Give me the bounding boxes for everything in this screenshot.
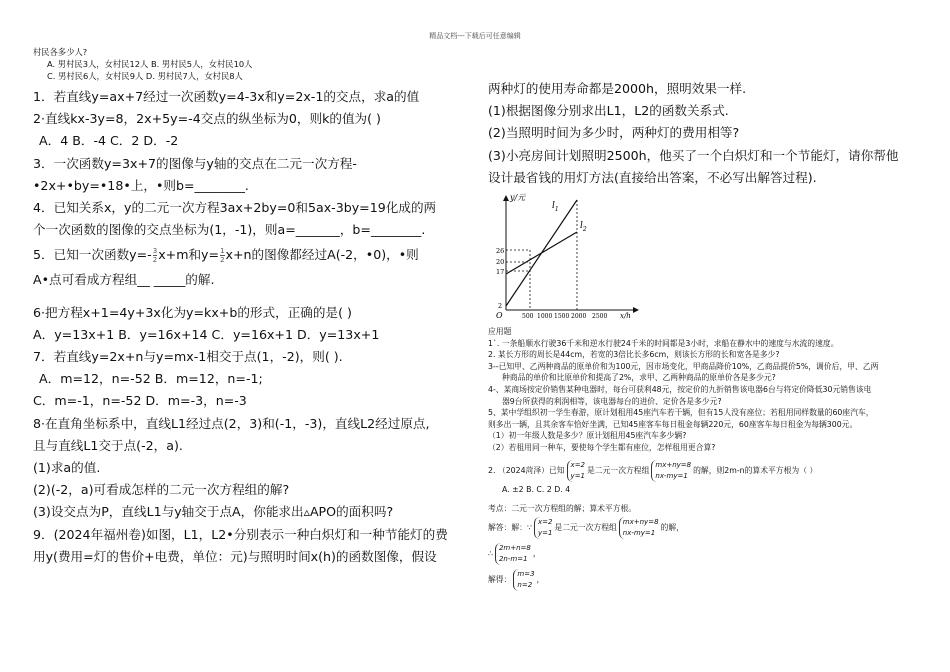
y-tick-17: 17 (496, 268, 505, 277)
applied-problem-4-line-1: 4-、某商场按定价销售某种电器时，每台可获利48元，按定价的九折销售该电器6台与将定价降低30元销售该电 (488, 384, 872, 394)
applied-problem-5-line-1: 5、某中学组织初一学生春游，原计划租用45座汽车若干辆，但有15人没有座位；若租用同样数量的60座汽车， (488, 408, 874, 418)
question-9-part-3-line-2: 设计最省钱的用灯方法(直接给出答案，不必写出解答过程). (488, 169, 817, 185)
origin-label: O (496, 311, 503, 321)
question-9-part-3-line-1: (3)小亮房间计划照明2500h，他买了一个白炽灯和一个节能灯，请你帮他 (488, 147, 899, 163)
left-column (33, 46, 473, 568)
intro-options-2: C. 男村民6人，女村民9人 D. 男村民7人，女村民8人 (47, 71, 243, 81)
question-9-part-1: (1)根据图像分别求出L1，L2的函数关系式. (488, 103, 729, 119)
system-xy: x=2 y=1 (567, 460, 585, 482)
x-tick-2000: 2000 (571, 313, 587, 321)
solution-line-2: ∴ 2m+n=8 2n-m=1 ， (488, 543, 541, 563)
solution-line-3: 解得： m=3 n=2 ， (488, 569, 545, 589)
fraction-three-halves: $\frac{3}{2}$ (152, 247, 158, 265)
question-6-options: A．y=13x+1 B．y=16x+14 C．y=16x+1 D．y=13x+1 (33, 326, 380, 342)
y-axis-label: y/元 (510, 193, 526, 203)
question-6: 6·把方程x+1=4y+3x化为y=kx+b的形式，正确的是( ) (33, 304, 352, 320)
fraction-one-half: $\frac{1}{2}$ (220, 247, 225, 265)
line-l2 (506, 232, 577, 274)
question-8-line-1: 8·在直角坐标系中，直线L1经过点(2，3)和(-1，-3)，直线L2经过原点, (33, 415, 430, 431)
question-9-line-1: 9．(2024年福州卷)如图，L1，L2•分别表示一种白炽灯和一种节能灯的费 (33, 526, 448, 542)
x-axis-label: x/h (620, 312, 631, 321)
applied-problem-3-line-2: 种商品的单价和比原单价和提高了2%，求甲、乙两种商品的原单价各是多少元? (502, 373, 776, 383)
right-column (488, 78, 928, 593)
lamp-cost-graph (492, 192, 642, 320)
question-8-part-2: (2)(-2，a)可看成怎样的二元一次方程组的解? (33, 482, 290, 498)
applied-problem-5-line-2: 则多出一辆，且其余客车恰好坐满，已知45座客车每日租金每辆220元，60座客车每日租金为每辆300元。 (488, 419, 858, 429)
kaodian: 考点：二元一次方程组的解；算术平方根。 (488, 504, 637, 514)
question-3-line-2: •2x+•by=•18•上，•则b=________. (33, 177, 249, 193)
question-4-line-2: 个一次函数的图像的交点坐标为(1，-1)，则a=_______，b=________. (33, 222, 426, 238)
applied-problem-5-part-1: （1）初一年级人数是多少？原计划租用45座汽车多少辆? (488, 431, 687, 441)
question-1: 1．若直线y=ax+7经过一次函数y=4-3x和y=2x-1的交点，求a的值 (33, 89, 420, 104)
problem-2-statement: 2. （2024菏泽）已知 x=2 y=1 是二元一次方程组 mx+ny=8 nx-my=1 的解，则2m-n的算术平方根为（ ） (488, 460, 818, 480)
l2-label: $l_2$ (580, 221, 587, 234)
applied-problem-2: 2. 某长方形的周长是44cm，若宽的3倍比长多6cm，则该长方形的长和宽各是多少? (488, 350, 780, 360)
question-9-part-2: (2)当照明时间为多少时，两种灯的费用相等? (488, 125, 740, 141)
problem-2-options: A. ±2 B. C. 2 D. 4 (502, 484, 571, 494)
spacer (33, 292, 473, 302)
question-2-options: A．4 B．-4 C．2 D．-2 (39, 133, 179, 149)
applied-problem-3-line-1: 3--已知甲、乙两种商品的原单价和为100元，因市场变化，甲商品降价10%，乙商品提价5%，调价后，甲、乙两 (488, 361, 879, 371)
x-tick-1500: 1500 (554, 313, 570, 321)
question-7: 7．若直线y=2x+n与y=mx-1相交于点(1，-2)，则( ). (33, 349, 343, 365)
page-header: 精品文档---下载后可任意编辑 (429, 32, 521, 40)
system-mn: mx+ny=8 nx-my=1 (651, 460, 691, 482)
question-7-options-2: C．m=-1，n=-52 D．m=-3，n=-3 (33, 393, 247, 409)
y-tick-20: 20 (496, 258, 505, 267)
question-9-line-3: 两种灯的使用寿命都是2000h，照明效果一样. (488, 81, 747, 96)
l1-label: $l_1$ (552, 201, 559, 214)
x-tick-2500: 2500 (592, 313, 608, 321)
question-8-part-3: (3)设交点为P，直线L1与y轴交于点A，你能求出▵APO的面积吗? (33, 504, 394, 520)
solution-system-2mn: 2m+n=8 2n-m=1 (495, 543, 531, 565)
x-tick-500: 500 (522, 313, 534, 321)
applied-problem-5-part-2: （2）若租用同一种车，要使每个学生都有座位，怎样租用更合算? (488, 442, 716, 452)
applied-problem-4-line-2: 器9台所获得的利润相等，该电器每台的进价、定价各是多少元? (502, 396, 722, 406)
intro-question: 村民各多少人? (33, 47, 88, 57)
solution-system-mn: mx+ny=8 nx-my=1 (619, 517, 659, 539)
intro-options-1: A. 男村民3人，女村民12人 B. 男村民5人，女村民10人 (47, 59, 253, 69)
solution-system-xy: x=2 y=1 (534, 517, 552, 539)
solution-line-1: 解答：解：∵ x=2 y=1 是二元一次方程组 mx+ny=8 nx-my=1 的解， (488, 517, 684, 537)
question-9-line-2: 用y(费用=灯的售价+电费，单位：元)与照明时间x(h)的函数图像，假设 (33, 548, 437, 564)
question-3-line-1: 3．一次函数y=3x+7的图像与y轴的交点在二元一次方程- (33, 155, 357, 171)
question-2: 2·直线kx-3y=8，2x+5y=-4交点的纵坐标为0，则k的值为( ) (33, 111, 381, 127)
therefore-symbol: ∴ (488, 548, 493, 558)
applied-problems-title: 应用题 (488, 327, 512, 337)
question-7-options-1: A．m=12，n=-52 B．m=12，n=-1; (39, 371, 263, 387)
question-8-line-2: 且与直线L1交于点(-2，a). (33, 437, 183, 453)
applied-problem-1: 1`. 一条船顺水行驶36千米和逆水行驶24千米的时间都是3小时，求船在静水中的速度与水流的速度。 (488, 338, 839, 348)
y-tick-2: 2 (498, 302, 503, 311)
question-4-line-1: 4．已知关系x，y的二元一次方程3ax+2by=0和5ax-3by=19化成的两 (33, 200, 437, 216)
question-8-part-1: (1)求a的值. (33, 460, 101, 476)
solution-result: m=3 n=2 (513, 569, 534, 591)
y-tick-26: 26 (496, 247, 505, 256)
x-tick-1000: 1000 (537, 313, 553, 321)
question-5-line-2: A•点可看成方程组__ _____的解. (33, 272, 215, 288)
question-5-line-1: 5．已知一次函数y=- $\frac{3}{2}$ x+m和y= $\frac{1}{2}$ x+n的图像都经过A(-2，•0)，•则 (33, 247, 419, 265)
